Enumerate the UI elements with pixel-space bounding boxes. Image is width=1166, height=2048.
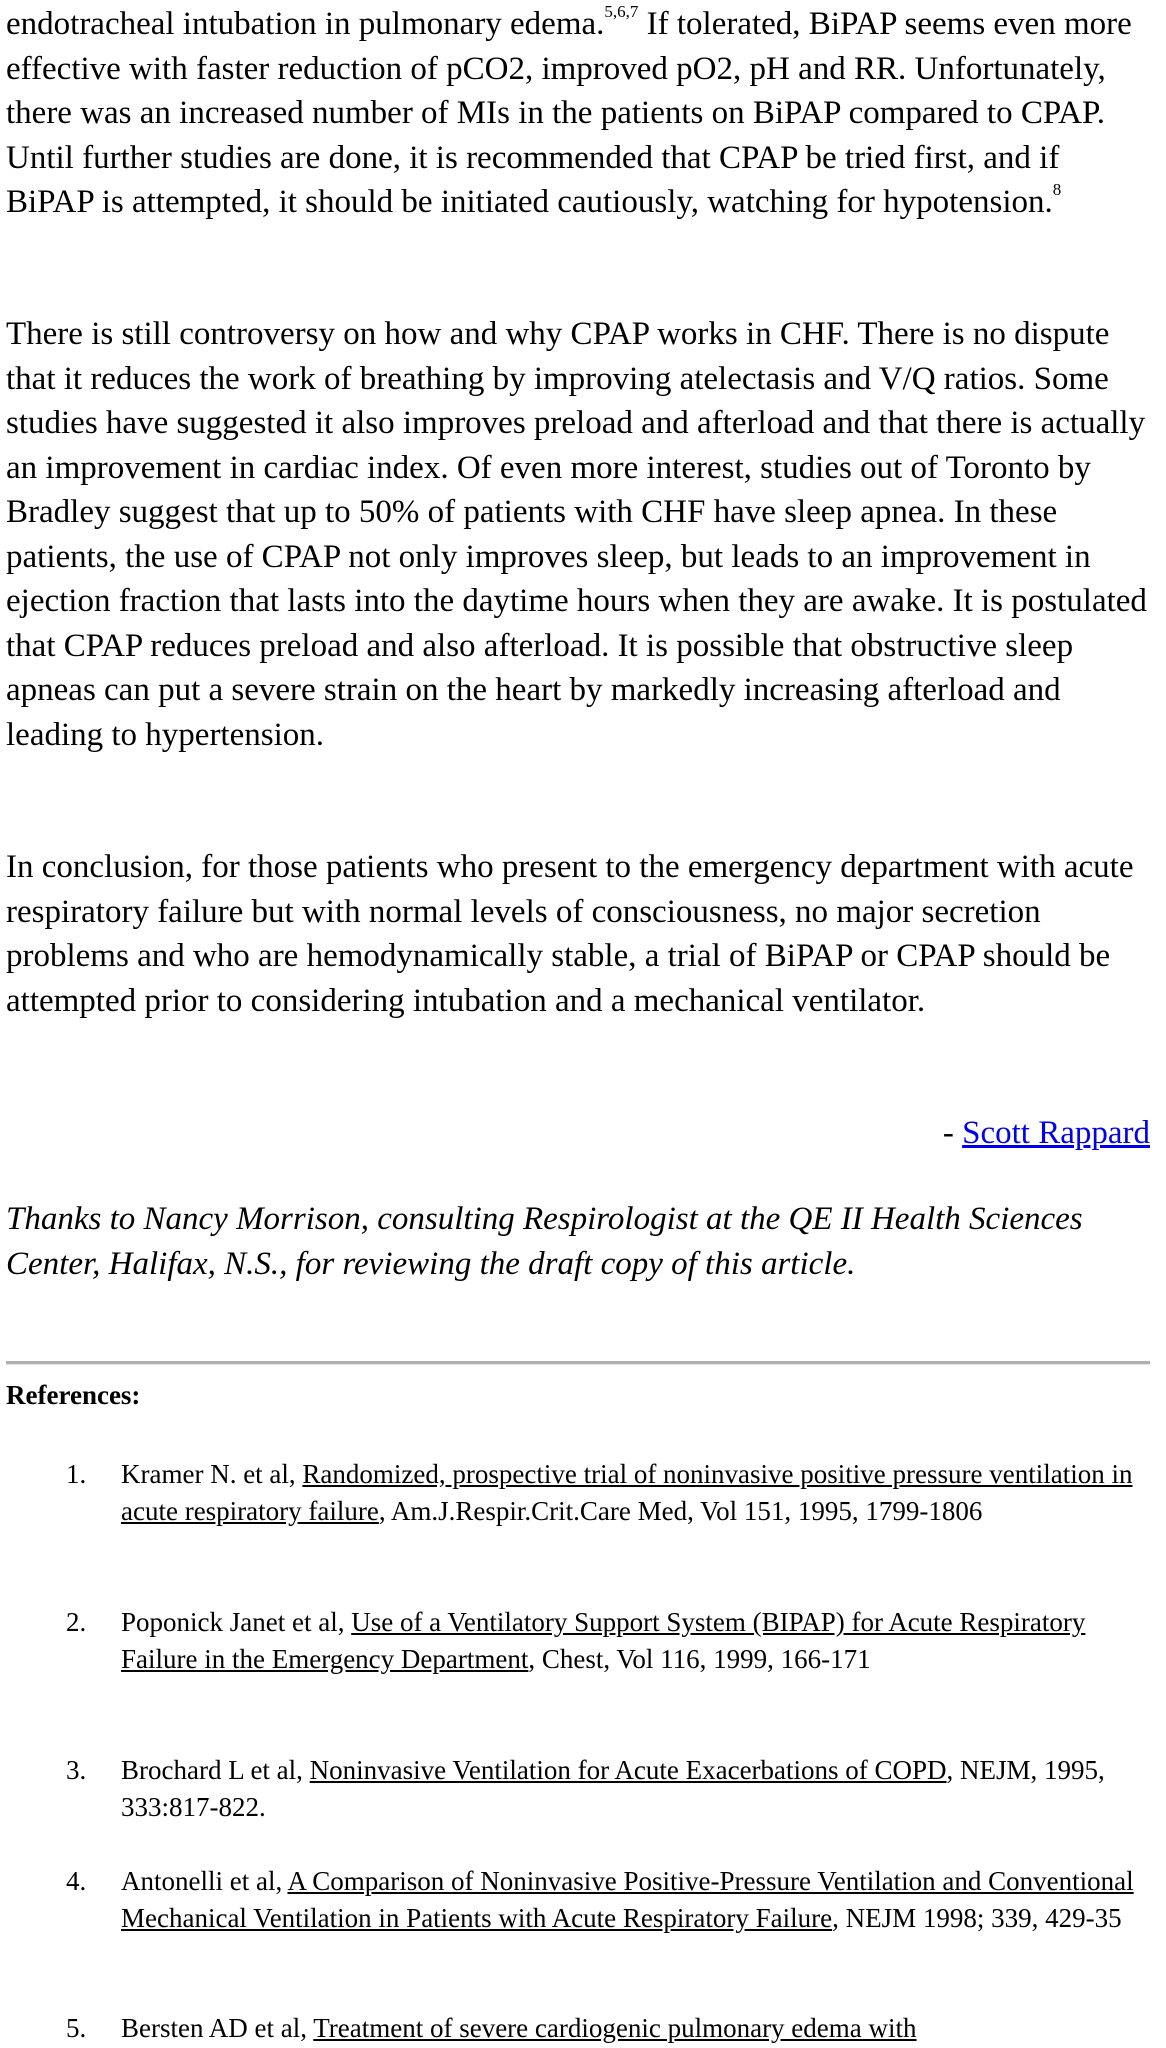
paragraph-text: There is still controversy on how and why CPAP works in CHF. There is no dispute that it reduces the work of breathing by improving atelectasis and V/Q ratios. Some studies have suggested it also improves preload and afterload and that there is actually an improvement in cardiac index. Of even more interest, studies out of Toronto by Bradley suggest that up to 50% of patients with CHF have sleep apnea. In these patients, the use of CPAP not only improves sleep, but leads to an improvement in ejection fraction that lasts into the daytime hours when they are awake. It is postulated that CPAP reduces preload and also afterload. It is possible that obstructive sleep apneas can put a severe strain on the heart by markedly increasing afterload and leading to hypertension. bbox=[6, 316, 1147, 753]
reference-number: 1. bbox=[66, 1459, 87, 1489]
paragraph-text: endotracheal intubation in pulmonary edema. bbox=[6, 6, 605, 42]
references-heading: References: bbox=[6, 1380, 141, 1410]
acknowledgement: Thanks to Nancy Morrison, consulting Respirologist at the QE II Health Sciences Center, Halifax, N.S., for reviewing the draft copy of this article. bbox=[6, 1201, 1083, 1282]
reference-body bbox=[121, 2010, 1151, 2047]
signature-prefix: - bbox=[942, 1115, 963, 1151]
reference-source: , Chest, Vol 116, 1999, 166-171 bbox=[528, 1644, 871, 1674]
paragraph-text: In conclusion, for those patients who present to the emergency department with acute respiratory failure but with normal levels of consciousness, no major secretion problems and who are hemodynamically stable, a trial of BiPAP or CPAP should be attempted prior to considering intubation and a mechanical ventilator. bbox=[6, 849, 1134, 1019]
reference-authors: Poponick Janet et al, bbox=[121, 1607, 352, 1637]
reference-title-link[interactable]: Use of a Ventilatory Support System (BIPAP) for Acute Respiratory Failure in the Emergency Department bbox=[121, 1607, 1086, 1674]
reference-body bbox=[121, 1863, 1151, 1937]
reference-source: , NEJM 1998; 339, 429-35 bbox=[832, 1903, 1122, 1933]
reference-number: 3. bbox=[66, 1755, 87, 1785]
author-signature bbox=[943, 1111, 1150, 1156]
citation-superscript: 5,6,7 bbox=[604, 2, 639, 21]
reference-authors: Antonelli et al, bbox=[121, 1866, 288, 1896]
reference-title-link[interactable]: Noninvasive Ventilation for Acute Exacerbations of COPD bbox=[309, 1755, 947, 1785]
reference-title-link[interactable]: Treatment of severe cardiogenic pulmonary edema with bbox=[313, 2013, 917, 2043]
reference-body bbox=[121, 1604, 1151, 1678]
reference-authors: Bersten AD et al, bbox=[121, 2013, 314, 2043]
reference-title-link[interactable]: A Comparison of Noninvasive Positive-Pressure Ventilation and Conventional Mechanical Ventilation in Patients with Acute Respiratory Failure bbox=[121, 1866, 1134, 1933]
reference-authors: Kramer N. et al, bbox=[121, 1459, 303, 1489]
author-link[interactable]: Scott Rappard bbox=[962, 1115, 1150, 1151]
reference-body bbox=[121, 1752, 1151, 1826]
reference-source: , NEJM, 1995, 333:817-822. bbox=[121, 1755, 1105, 1822]
reference-number: 4. bbox=[66, 1866, 87, 1896]
reference-authors: Brochard L et al, bbox=[121, 1755, 310, 1785]
paragraph-cpap-chf bbox=[6, 312, 1150, 757]
paragraph-bipap-cpap bbox=[6, 2, 1150, 225]
horizontal-divider bbox=[6, 1361, 1150, 1365]
reference-number: 2. bbox=[66, 1607, 87, 1637]
paragraph-text: If tolerated, BiPAP seems even more effective with faster reduction of pCO2, improved pO2, pH and RR. Unfortunately, there was an increased number of MIs in the patients on BiPAP compared to CPAP. Until further studies are done, it is recommended that CPAP be tried first, and if BiPAP is attempted, it should be initiated cautiously, watching for hypotension. bbox=[6, 6, 1132, 220]
reference-source: , Am.J.Respir.Crit.Care Med, Vol 151, 1995, 1799-1806 bbox=[378, 1496, 983, 1526]
reference-number: 5. bbox=[66, 2013, 87, 2043]
paragraph-conclusion bbox=[6, 845, 1150, 1023]
citation-superscript: 8 bbox=[1052, 180, 1062, 199]
reference-title-link[interactable]: Randomized, prospective trial of noninvasive positive pressure ventilation in acute respiratory failure bbox=[121, 1459, 1133, 1526]
reference-body bbox=[121, 1456, 1151, 1530]
